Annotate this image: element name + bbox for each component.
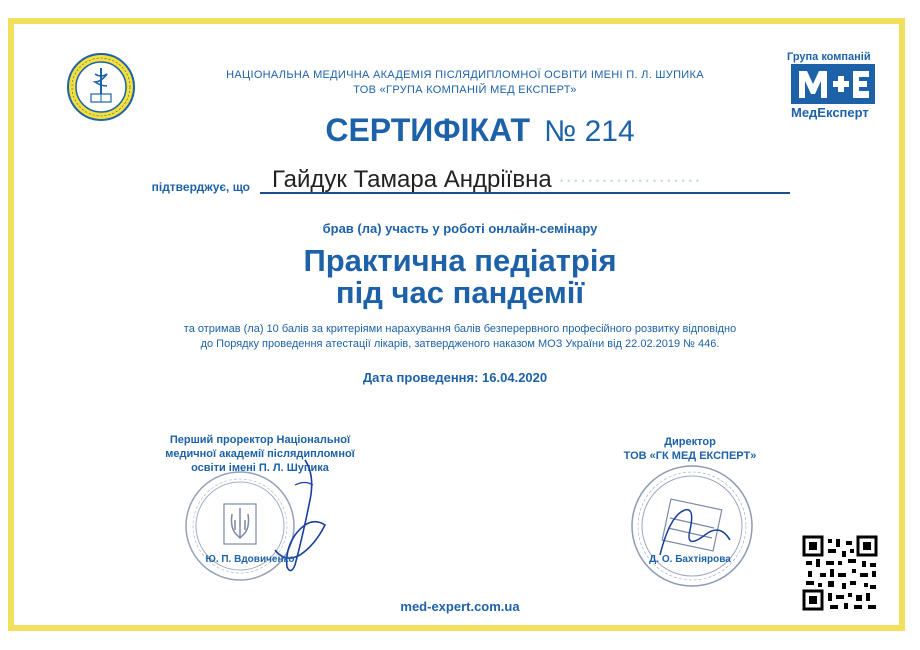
seminar-topic-line2: під час пандемії [335,275,585,310]
name-underline-dots: •••••••••••••••••••• [560,176,704,186]
right-title-line1: Директор [664,436,716,448]
certificate-title-text: СЕРТИФІКАТ [325,112,531,148]
points-statement [120,322,800,352]
med-expert-logo-icon [791,64,875,104]
seminar-topic [210,245,710,309]
brand-group-label: Група компаній [787,51,871,63]
company-header: ТОВ «ГРУПА КОМПАНІЙ МЕД ЕКСПЕРТ» [353,84,577,96]
name-underline [260,192,790,194]
website-link[interactable]: med-expert.com.ua [400,599,520,614]
participation-text: брав (ла) участь у роботі онлайн-семінару [322,221,598,236]
left-signatory-name: Ю. П. Вдовиченко [205,554,295,565]
academy-emblem-icon [66,52,136,122]
points-line1: та отримав (ла) 10 балів за критеріями нарахування балів безперервного професійного розвитку відповідно [183,323,737,335]
recipient-name: Гайдук Тамара Андріївна [272,166,552,193]
left-signature-icon [265,455,335,585]
qr-code-icon [802,535,878,611]
points-line2: до Порядку проведення атестації лікарів, затвердженого наказом МОЗ України від 22.02.2019 № 446. [200,338,720,350]
brand-name: МедЕксперт [791,105,869,120]
certificate-number: № 214 [544,115,635,148]
left-title-line1: Перший проректор Національної [169,434,351,446]
left-title-line2: медичної академії післядипломної [165,448,355,460]
right-title-line2: ТОВ «ГК МЕД ЕКСПЕРТ» [623,450,757,462]
right-signatory-title [590,435,790,463]
event-date: Дата проведення: 16.04.2020 [362,370,548,385]
academy-header: НАЦІОНАЛЬНА МЕДИЧНА АКАДЕМІЯ ПІСЛЯДИПЛОМНОЇ ОСВІТИ ІМЕНІ П. Л. ШУПИКА [226,69,704,81]
seminar-topic-line1: Практична педіатрія [303,243,617,278]
certificate-title [300,112,660,149]
confirms-label: підтверджує, що [151,180,250,194]
right-signatory-name: Д. О. Бахтіярова [649,554,731,565]
left-title-line3: освіти імені П. Л. Шупика [191,462,329,474]
